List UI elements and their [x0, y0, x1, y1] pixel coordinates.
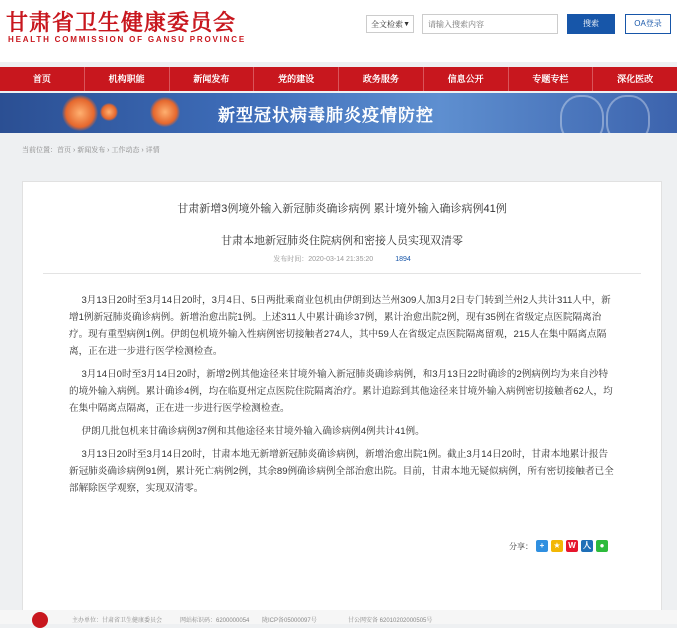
site-logo-subtitle: HEALTH COMMISSION OF GANSU PROVINCE — [8, 35, 246, 44]
banner-title: 新型冠状病毒肺炎疫情防控 — [218, 106, 434, 125]
site-logo-title[interactable]: 甘肃省卫生健康委员会 — [6, 11, 237, 36]
article-subtitle: 甘肃本地新冠肺炎住院病例和密接人员实现双清零 — [221, 235, 463, 247]
article-paragraph: 3月14日0时至3月14日20时，新增2例其他途径来甘境外输入新冠肺炎确诊病例，和3月13日22时确诊的2例病例均为来自沙特的境外输入病例。累计确诊4例，均在临夏州定点医院住院隔离治疗。累计追踪到其他途径来甘境外输入病例密切接触者62人，均在集中隔离点隔离，正在进一步进行医学检测检查。 — [69, 369, 613, 414]
qzone-icon[interactable]: ★ — [551, 540, 563, 552]
footer-police[interactable]: 甘公网安备 62010202000505号 — [348, 618, 433, 624]
article-title: 甘肃新增3例境外输入新冠肺炎确诊病例 累计境外输入确诊病例41例 — [177, 203, 507, 215]
nav-item-services[interactable]: 政务服务 — [339, 67, 424, 91]
virus-icon — [100, 103, 118, 121]
breadcrumb[interactable]: 当前位置：首页 › 新闻发布 › 工作动态 › 详情 — [22, 147, 160, 154]
nav-item-home[interactable]: 首页 — [0, 67, 85, 91]
publish-time: 发布时间：2020-03-14 21:35:20 — [273, 256, 374, 263]
article-paragraph: 伊朗几批包机来甘确诊病例37例和其他途径来甘境外输入确诊病例4例共计41例。 — [81, 426, 425, 437]
search-input[interactable] — [422, 14, 558, 34]
renren-icon[interactable]: 人 — [583, 541, 591, 550]
nav-item-topics[interactable]: 专题专栏 — [509, 67, 594, 91]
nav-item-news[interactable]: 新闻发布 — [170, 67, 255, 91]
article-paragraph: 3月13日20时至3月14日20时，甘肃本地无新增新冠肺炎确诊病例，新增治愈出院1例。截止3月14日20时，甘肃本地累计报告新冠肺炎确诊病例91例，累计死亡病例2例，其余89例确诊病例全部治愈出院。目前，甘肃本地无疑似病例，所有密切接触者已全部解除医学观察，实现双清零。 — [69, 449, 614, 494]
article-panel — [22, 181, 662, 621]
virus-icon — [62, 95, 98, 131]
share-label: 分享： — [509, 541, 533, 551]
divider — [43, 273, 641, 274]
footer-site-code: 网站标识码：6200000054 — [180, 618, 250, 624]
site-footer — [0, 610, 677, 624]
nav-item-functions[interactable]: 机构职能 — [85, 67, 170, 91]
search-scope-select[interactable] — [366, 15, 414, 33]
nav-item-disclosure[interactable]: 信息公开 — [424, 67, 509, 91]
article-paragraph: 3月13日20时至3月14日20时，3月4日、5日两批乘商业包机由伊朗到达兰州309人加3月2日专门转到兰州2人共计311人中，新增1例新冠肺炎确诊病例。新增治愈出院1例。上述311人中累计确诊37例，累计治愈出院2例，现有35例在省级定点医院隔离治疗。现有重型病例1例。伊朗包机境外输入性病例密切接触者274人，其中59人在省级定点医院隔离留观，215人在集中隔离点隔离，正在进一步进行医学检测检查。 — [69, 295, 611, 357]
oa-login-button[interactable]: OA登录 — [625, 14, 671, 34]
nav-item-party[interactable]: 党的建设 — [254, 67, 339, 91]
share-more-icon[interactable]: + — [536, 540, 548, 552]
view-count: 1894 — [395, 256, 411, 263]
article-meta — [23, 254, 661, 264]
emblem-icon — [32, 612, 48, 628]
main-nav — [0, 67, 677, 91]
share-bar — [509, 540, 608, 552]
footer-icp[interactable]: 陇ICP备05000097号 — [262, 618, 317, 624]
nav-item-reform[interactable]: 深化医改 — [617, 74, 654, 84]
virus-icon — [150, 97, 180, 127]
lung-icon — [560, 95, 604, 133]
weibo-icon[interactable]: W — [566, 540, 578, 552]
lung-icon — [606, 95, 650, 133]
chevron-down-icon: ▼ — [403, 21, 410, 28]
search-scope-value: 全文检索 — [371, 20, 403, 29]
epidemic-banner[interactable] — [0, 93, 677, 133]
footer-sponsor: 主办单位：甘肃省卫生健康委员会 — [72, 618, 163, 624]
site-header — [0, 0, 677, 62]
search-button[interactable]: 搜索 — [567, 14, 615, 34]
article-body — [69, 292, 615, 503]
wechat-icon[interactable]: ● — [596, 540, 608, 552]
